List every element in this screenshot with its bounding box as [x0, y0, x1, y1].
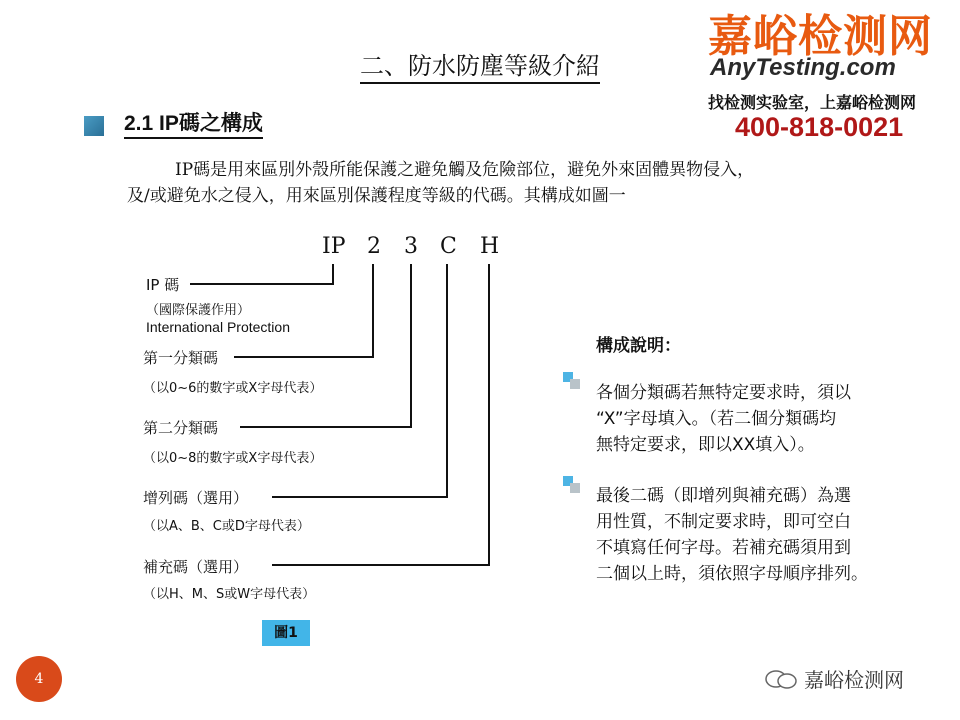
connector-line	[410, 264, 412, 427]
note-bullet-icon	[563, 476, 581, 494]
section-heading: 2.1 IP碼之構成	[124, 111, 263, 139]
section-bullet-icon	[84, 116, 104, 136]
brand-logo-text: 嘉峪检测网	[708, 11, 933, 62]
brand-phone: 400-818-0021	[735, 112, 904, 142]
connector-line	[446, 264, 448, 497]
code-letter-first: 2	[367, 234, 381, 259]
connector-line	[372, 264, 374, 357]
connector-line	[488, 264, 490, 565]
page-number: 4	[16, 656, 62, 702]
note-item-2	[596, 483, 926, 587]
note-line: 用性質，不制定要求時，即可空白	[596, 512, 851, 532]
page-title: 二、防水防塵等級介紹	[0, 46, 960, 81]
note-line: 最後二碼（即增列與補充碼）為選	[596, 486, 851, 506]
notes-heading: 構成說明：	[596, 336, 681, 356]
watermark-text: 嘉峪检测网	[804, 668, 904, 692]
label-additional-letter-desc: （以A、B、C或D字母代表）	[143, 519, 310, 534]
connector-line	[240, 426, 412, 428]
label-supplementary-letter-desc: （以H、M、S或W字母代表）	[143, 587, 316, 602]
note-line: “X”字母填入。（若二個分類碼均	[596, 409, 837, 429]
label-second-digit-desc: （以0~8的數字或X字母代表）	[143, 451, 323, 466]
note-line: 無特定要求，即以XX填入）。	[596, 435, 815, 455]
label-ip-code: IP 碼	[146, 276, 180, 294]
label-ip-code-desc-en: International Protection	[146, 319, 290, 335]
label-ip-code-desc: （國際保護作用）	[146, 303, 251, 318]
note-line: 各個分類碼若無特定要求時，須以	[596, 383, 851, 403]
brand-logo-url: AnyTesting.com	[710, 54, 896, 81]
label-first-digit: 第一分類碼	[143, 349, 219, 367]
connector-line	[332, 264, 334, 284]
code-letter-additional: C	[440, 234, 457, 259]
label-second-digit: 第二分類碼	[143, 419, 219, 437]
intro-line-1: IP碼是用來區別外殼所能保護之避免觸及危險部位，避免外來固體異物侵入，	[175, 160, 755, 180]
label-supplementary-letter: 補充碼（選用）	[143, 558, 249, 576]
connector-line	[190, 283, 334, 285]
connector-line	[272, 496, 448, 498]
code-letter-supplementary: H	[480, 234, 500, 259]
brand-tagline: 找检测实验室，上嘉峪检测网	[708, 93, 917, 112]
connector-line	[272, 564, 490, 566]
code-letter-ip: IP	[322, 234, 346, 259]
figure-caption: 圖1	[262, 620, 310, 646]
note-line: 不填寫任何字母。若補充碼須用到	[596, 538, 851, 558]
label-first-digit-desc: （以0~6的數字或X字母代表）	[143, 381, 323, 396]
code-letter-second: 3	[404, 234, 418, 259]
label-additional-letter: 增列碼（選用）	[143, 489, 249, 507]
intro-line-2: 及/或避免水之侵入，用來區別保護程度等級的代碼。其構成如圖一	[127, 186, 626, 206]
connector-line	[234, 356, 374, 358]
note-item-1	[596, 380, 926, 458]
wechat-icon	[764, 668, 798, 690]
note-bullet-icon	[563, 372, 581, 390]
note-line: 二個以上時，須依照字母順序排列。	[596, 564, 868, 584]
